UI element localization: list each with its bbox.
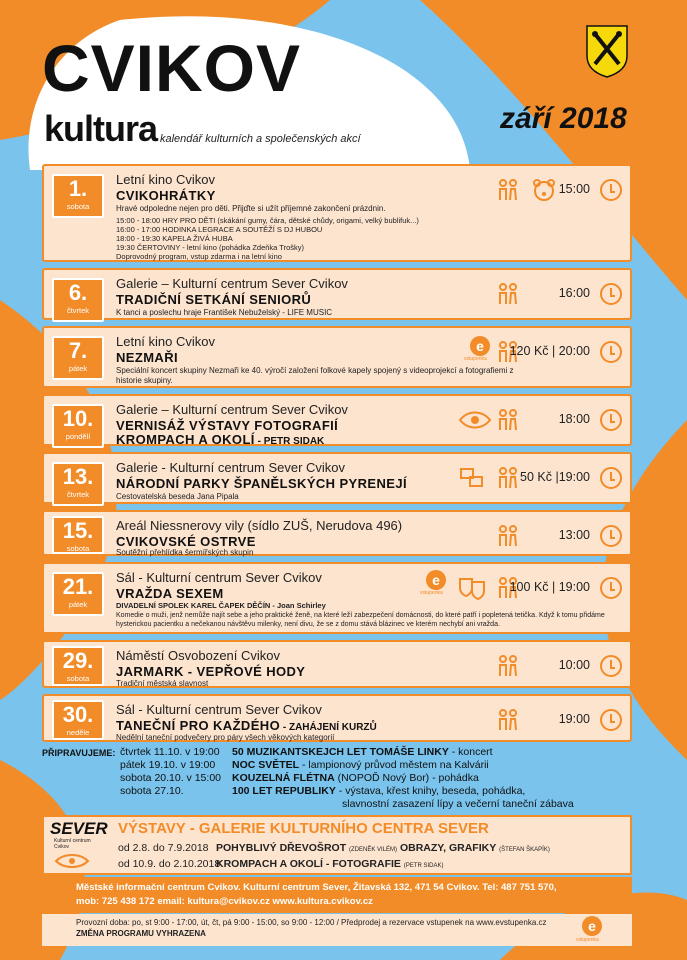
family-icon bbox=[496, 524, 520, 548]
upcoming-when: čtvrtek 11.10. v 19:00 bbox=[120, 746, 220, 758]
family-icon bbox=[496, 408, 520, 432]
event-description: Komedie o muži, jenž nemůže najít sebe a jeho praktické ženě, na které leží zabezpečení domácnosti, do které patří i popletená tetička. Když k tomu přidáme hysterickou pacientku a nečekanou návštěvu milenky, není divu, že se z domu stává blázinec ve kterém nechybí ani vražda. bbox=[116, 612, 605, 628]
event-title: CVIKOVSKÉ OSTRVE bbox=[116, 534, 256, 549]
clock-icon bbox=[600, 179, 622, 201]
date-badge bbox=[52, 336, 104, 380]
clock-icon bbox=[600, 283, 622, 305]
event-description: Nedělní taneční podvečery pro páry všech věkových kategorií bbox=[116, 733, 335, 742]
speech-bubbles-icon bbox=[460, 466, 484, 490]
venue: Letní kino Cvikov bbox=[116, 334, 215, 349]
upcoming-title: 50 MUZIKANTSKEJCH LET TOMÁŠE LINKY bbox=[232, 746, 449, 758]
upcoming-item bbox=[120, 746, 493, 758]
day-number: 10. bbox=[62, 406, 94, 431]
clock-icon bbox=[600, 467, 622, 489]
upcoming-item bbox=[120, 785, 525, 797]
gallery-dates: od 2.8. do 7.9.2018 bbox=[118, 842, 209, 854]
date-badge bbox=[52, 462, 104, 506]
venue: Letní kino Cvikov bbox=[116, 172, 215, 187]
event-title: CVIKOHRÁTKY bbox=[116, 188, 216, 203]
upcoming-title: 100 LET REPUBLIKY bbox=[232, 785, 336, 797]
venue: Náměstí Osvobození Cvikov bbox=[116, 648, 281, 663]
event-subtitle: - ZAHÁJENÍ KURZŮ bbox=[280, 722, 377, 733]
event-time: 19:00 bbox=[558, 712, 590, 726]
event-time: 10:00 bbox=[558, 658, 590, 672]
event-title-part: KROMPACH A OKOLÍ bbox=[116, 432, 255, 447]
event-title-line bbox=[116, 718, 377, 733]
upcoming-title: NOC SVĚTEL bbox=[232, 759, 300, 771]
weekday: pondělí bbox=[65, 432, 91, 441]
upcoming-when: sobota 20.10. v 15:00 bbox=[120, 772, 221, 784]
clock-icon bbox=[600, 709, 622, 731]
day-number: 30. bbox=[62, 702, 94, 727]
upcoming-when: sobota 27.10. bbox=[120, 785, 184, 797]
gallery-title: KROMPACH A OKOLÍ - FOTOGRAFIE bbox=[216, 858, 401, 870]
schedule-line: 15:00 - 18:00 HRY PRO DĚTI (skákání gumy, čára, dětské chůdy, origami, velký bublifuk...) bbox=[116, 216, 419, 225]
sever-logo-sub: Kulturní centrum Cvikov bbox=[54, 838, 91, 850]
weekday: čtvrtek bbox=[66, 306, 90, 315]
eye-icon bbox=[458, 408, 492, 432]
footer bbox=[42, 914, 632, 946]
date-badge bbox=[52, 174, 104, 218]
gallery-row bbox=[118, 842, 550, 854]
day-number: 21. bbox=[62, 574, 94, 599]
day-number: 1. bbox=[68, 176, 88, 201]
page-title: CVIKOV bbox=[42, 31, 302, 105]
day-number: 29. bbox=[62, 648, 94, 673]
upcoming-item bbox=[120, 759, 489, 771]
gallery-title: OBRAZY, GRAFIKY bbox=[399, 842, 497, 854]
event-title-line2 bbox=[116, 432, 324, 447]
event-4 bbox=[42, 394, 632, 446]
evstupenka-logo-icon: e bbox=[426, 570, 446, 590]
event-9 bbox=[42, 694, 632, 742]
clock-icon bbox=[600, 525, 622, 547]
event-time: 120 Kč | 20:00 bbox=[509, 344, 590, 358]
weekday: sobota bbox=[66, 544, 90, 553]
upcoming-title: KOUZELNÁ FLÉTNA bbox=[232, 772, 335, 784]
evstupenka-label: vstupenka bbox=[464, 356, 487, 362]
event-title: JARMARK - VEPŘOVÉ HODY bbox=[116, 664, 306, 679]
contact-line[interactable]: mob: 725 438 172 email: kultura@cvikov.cz www.kultura.cvikov.cz bbox=[76, 896, 373, 907]
day-number: 6. bbox=[68, 280, 88, 305]
venue: Galerie - Kulturní centrum Sever Cvikov bbox=[116, 460, 346, 475]
gallery-author: (PETR SIDAK) bbox=[403, 863, 444, 869]
clock-icon bbox=[600, 655, 622, 677]
gallery-dates: od 10.9. do 2.10.2018 bbox=[118, 858, 221, 870]
teddy-bear-icon bbox=[532, 178, 556, 202]
day-number: 15. bbox=[62, 518, 94, 543]
eye-icon bbox=[54, 853, 90, 869]
program-disclaimer: ZMĚNA PROGRAMU VYHRAZENA bbox=[76, 929, 206, 938]
gallery-heading: VÝSTAVY - GALERIE KULTURNÍHO CENTRA SEVER bbox=[118, 820, 489, 837]
weekday: pátek bbox=[68, 364, 88, 373]
event-1 bbox=[42, 164, 632, 262]
schedule-line: Doprovodný program, vstup zdarma i na letní kino bbox=[116, 252, 282, 261]
date-badge bbox=[52, 516, 104, 554]
day-number: 13. bbox=[62, 464, 94, 489]
clock-icon bbox=[600, 409, 622, 431]
venue: Sál - Kulturní centrum Sever Cvikov bbox=[116, 702, 322, 717]
event-time: 18:00 bbox=[558, 412, 590, 426]
event-time: 50 Kč |19:00 bbox=[520, 470, 590, 484]
tagline: kalendář kulturních a společenských akcí bbox=[160, 133, 361, 145]
month-label: září 2018 bbox=[500, 102, 627, 135]
date-badge bbox=[52, 278, 104, 322]
event-2 bbox=[42, 268, 632, 320]
gallery-title: POHYBLIVÝ DŘEVOŠROT bbox=[216, 842, 347, 854]
upcoming-item-continued: slavnostní zasazení lípy a večerní taneční zábava bbox=[342, 798, 574, 810]
weekday: sobota bbox=[66, 674, 90, 683]
venue: Sál - Kulturní centrum Sever Cvikov bbox=[116, 570, 322, 585]
event-5 bbox=[42, 452, 632, 504]
gallery-author: (ŠTEFAN ŠKAPÍK) bbox=[499, 847, 550, 853]
page-subtitle: kultura bbox=[44, 108, 158, 149]
event-description: Soutěžní přehlídka šermířských skupin bbox=[116, 548, 254, 557]
weekday: sobota bbox=[66, 202, 90, 211]
date-badge bbox=[52, 572, 104, 616]
family-icon bbox=[496, 466, 520, 490]
event-8 bbox=[42, 640, 632, 688]
upcoming-detail: (NOPOĎ Nový Bor) - pohádka bbox=[334, 772, 479, 784]
evstupenka-logo-icon: e bbox=[582, 916, 602, 936]
upcoming-item bbox=[120, 772, 479, 784]
date-badge bbox=[52, 404, 104, 448]
event-3 bbox=[42, 326, 632, 388]
event-time: 15:00 bbox=[558, 182, 590, 196]
event-description: Tradiční městská slavnost bbox=[116, 679, 209, 688]
venue: Galerie – Kulturní centrum Sever Cvikov bbox=[116, 276, 348, 291]
date-badge bbox=[52, 700, 104, 740]
upcoming-when: pátek 19.10. v 19:00 bbox=[120, 759, 216, 771]
upcoming-detail: - koncert bbox=[448, 746, 493, 758]
event-time: 13:00 bbox=[558, 528, 590, 542]
town-crest-icon bbox=[585, 24, 629, 78]
weekday: čtvrtek bbox=[66, 490, 90, 499]
gallery-section bbox=[42, 815, 632, 875]
venue: Areál Niessnerovy vily (sídlo ZUŠ, Nerudova 496) bbox=[116, 518, 403, 533]
gallery-row bbox=[118, 858, 444, 870]
date-badge bbox=[52, 646, 104, 686]
event-title: VRAŽDA SEXEM bbox=[116, 586, 224, 601]
weekday: pátek bbox=[68, 600, 88, 609]
family-icon bbox=[496, 178, 520, 202]
venue: Galerie – Kulturní centrum Sever Cvikov bbox=[116, 402, 348, 417]
event-description: K tanci a poslechu hraje František Nebuželský - LIFE MUSIC bbox=[116, 308, 333, 317]
event-description: Hravé odpoledne nejen pro děti. Přijďte si užít příjemné zakončení prázdnin. bbox=[116, 204, 386, 213]
weekday: neděle bbox=[66, 728, 90, 737]
event-time: 100 Kč | 19:00 bbox=[509, 580, 590, 594]
event-title: TRADIČNÍ SETKÁNÍ SENIORŮ bbox=[116, 292, 312, 307]
theatre-masks-icon bbox=[458, 576, 486, 600]
clock-icon bbox=[600, 577, 622, 599]
event-title: VERNISÁŽ VÝSTAVY FOTOGRAFIÍ bbox=[116, 418, 339, 433]
contact-bar bbox=[42, 877, 632, 913]
event-7 bbox=[42, 562, 632, 634]
ensemble: DIVADELNÍ SPOLEK KAREL ČAPEK DĚČÍN - Joan Schirley bbox=[116, 601, 326, 610]
upcoming-detail: - výstava, křest knihy, beseda, pohádka, bbox=[335, 785, 526, 797]
schedule-line: 16:00 - 17:00 HODINKA LEGRACE A SOUTĚŽÍ S DJ HUBOU bbox=[116, 225, 323, 234]
gallery-author: (ZDENĚK VILÉM) bbox=[349, 847, 398, 853]
sever-logo: SEVER bbox=[50, 819, 108, 838]
event-title: NEZMAŘI bbox=[116, 350, 179, 365]
event-description: Speciální koncert skupiny Nezmaři ke 40. výročí založení folkové kapely spojený s videoprojekcí a fotografiemi z historie skupiny. bbox=[116, 366, 514, 385]
clock-icon bbox=[600, 341, 622, 363]
opening-hours: Provozní doba: po, st 9:00 - 17:00, út, čt, pá 9:00 - 15:00, so 9:00 - 12:00 / Předprodej a rezervace vstupenek na www.evstupenka.cz bbox=[76, 918, 547, 927]
schedule-line: 18:00 - 19:30 KAPELA ŽIVÁ HUBA bbox=[116, 234, 233, 243]
contact-line: Městské informační centrum Cvikov. Kulturní centrum Sever, Žitavská 132, 471 54 Cvikov. Tel: 487 751 570, bbox=[76, 882, 557, 893]
day-number: 7. bbox=[68, 338, 88, 363]
family-icon bbox=[496, 708, 520, 732]
upcoming-section bbox=[42, 744, 642, 812]
event-title: NÁRODNÍ PARKY ŠPANĚLSKÝCH PYRENEJÍ bbox=[116, 476, 407, 491]
event-author: - PETR SIDAK bbox=[254, 436, 325, 447]
event-description: Cestovatelská beseda Jana Pipala bbox=[116, 492, 239, 501]
family-icon bbox=[496, 282, 520, 306]
upcoming-label: PŘIPRAVUJEME: bbox=[42, 748, 116, 758]
event-6 bbox=[42, 510, 632, 556]
evstupenka-label: vstupenka bbox=[420, 590, 443, 596]
upcoming-detail: - lampionový průvod městem na Kalvárii bbox=[299, 759, 489, 771]
event-time: 16:00 bbox=[558, 286, 590, 300]
event-title: TANEČNÍ PRO KAŽDÉHO bbox=[116, 718, 281, 733]
family-icon bbox=[496, 654, 520, 678]
schedule-line: 19:30 ČERTOVINY - letní kino (pohádka Zdeňka Trošky) bbox=[116, 243, 305, 252]
evstupenka-label: vstupenka bbox=[576, 937, 599, 943]
evstupenka-logo-icon: e bbox=[470, 336, 490, 356]
